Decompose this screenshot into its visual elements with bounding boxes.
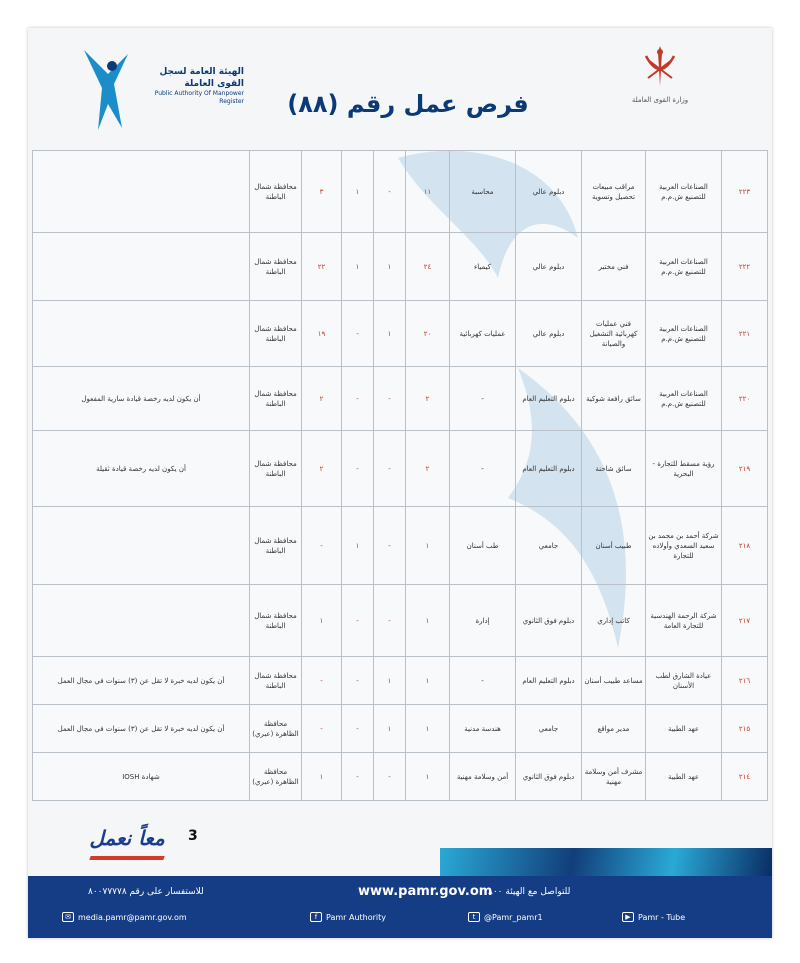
governorate-cell: محافظة شمال الباطنة <box>250 657 302 705</box>
authority-name-english: Public Authority Of Manpower Register <box>154 90 244 105</box>
job-title-cell: فني مختبر <box>582 233 646 301</box>
qualification-cell: دبلوم عالي <box>516 151 582 233</box>
table-row <box>33 657 768 705</box>
table-row <box>33 507 768 585</box>
count-cell: ١ <box>374 301 406 367</box>
notes-cell <box>33 585 250 657</box>
brand-underline <box>89 856 164 860</box>
count-cell: ٢ <box>302 367 342 431</box>
specialization-cell: إدارة <box>450 585 516 657</box>
governorate-cell: محافظة شمال الباطنة <box>250 301 302 367</box>
footer-contact-row <box>28 884 772 904</box>
employer-cell: الصناعات العربية للتصنيع ش.م.م <box>646 301 722 367</box>
footer-website-link[interactable]: www.pamr.gov.om <box>358 884 493 899</box>
total-count-cell: ١ <box>406 585 450 657</box>
together-we-work-logo <box>84 818 170 868</box>
total-count-cell: ١ <box>406 657 450 705</box>
row-id-cell: ٢١٥ <box>722 705 768 753</box>
row-id-cell: ٢١٦ <box>722 657 768 705</box>
job-title-cell: كاتب إداري <box>582 585 646 657</box>
count-cell: - <box>302 705 342 753</box>
count-cell: ١ <box>302 585 342 657</box>
notes-cell: أن يكون لديه خبرة لا تقل عن (٣) سنوات في مجال العمل <box>33 705 250 753</box>
row-id-cell: ٢٢١ <box>722 301 768 367</box>
total-count-cell: ١ <box>406 507 450 585</box>
qualification-cell: دبلوم عالي <box>516 301 582 367</box>
decorative-stripe <box>440 848 772 876</box>
qualification-cell: جامعي <box>516 507 582 585</box>
notes-cell <box>33 507 250 585</box>
footer-youtube[interactable] <box>622 912 685 922</box>
count-cell: - <box>342 585 374 657</box>
count-cell: - <box>342 705 374 753</box>
employer-cell: عهد الطبية <box>646 753 722 801</box>
page-number: 3 <box>188 828 198 844</box>
count-cell: - <box>342 301 374 367</box>
count-cell: ٢ <box>302 431 342 507</box>
governorate-cell: محافظة شمال الباطنة <box>250 233 302 301</box>
specialization-cell: طب أسنان <box>450 507 516 585</box>
total-count-cell: ٢٠ <box>406 301 450 367</box>
count-cell: - <box>374 431 406 507</box>
job-title-cell: مشرف أمن وسلامة مهنية <box>582 753 646 801</box>
count-cell: ١ <box>342 507 374 585</box>
count-cell: ١ <box>374 705 406 753</box>
youtube-icon: ▶ <box>622 912 634 922</box>
count-cell: ١٩ <box>302 301 342 367</box>
table-row <box>33 367 768 431</box>
footer-phone: للاستفسار على رقم ٨٠٠٧٧٧٧٨ <box>88 887 204 897</box>
notes-cell: شهادة IOSH <box>33 753 250 801</box>
twitter-icon: t <box>468 912 480 922</box>
job-title-cell: طبيب أسنان <box>582 507 646 585</box>
footer-contact-label: للتواصل مع الهيئة ٨٠٠ <box>488 887 571 897</box>
email-icon: ✉ <box>62 912 74 922</box>
specialization-cell: عمليات كهربائية <box>450 301 516 367</box>
total-count-cell: ٢ <box>406 431 450 507</box>
qualification-cell: دبلوم التعليم العام <box>516 367 582 431</box>
notes-cell <box>33 233 250 301</box>
governorate-cell: محافظة شمال الباطنة <box>250 431 302 507</box>
count-cell: - <box>342 367 374 431</box>
specialization-cell: هندسة مدنية <box>450 705 516 753</box>
count-cell: - <box>374 151 406 233</box>
count-cell: - <box>342 753 374 801</box>
oman-emblem-icon <box>640 42 680 92</box>
page-title: فرص عمل رقم (٨٨) <box>287 90 529 118</box>
job-openings-table <box>32 150 767 802</box>
count-cell: - <box>302 657 342 705</box>
qualification-cell: جامعي <box>516 705 582 753</box>
count-cell: - <box>374 753 406 801</box>
governorate-cell: محافظة شمال الباطنة <box>250 585 302 657</box>
row-id-cell: ٢٢٢ <box>722 233 768 301</box>
notes-cell: أن يكون لديه رخصة قيادة سارية المفعول <box>33 367 250 431</box>
count-cell: - <box>302 507 342 585</box>
qualification-cell: دبلوم فوق الثانوي <box>516 753 582 801</box>
footer-email-text: media.pamr@pamr.gov.om <box>78 912 187 922</box>
job-title-cell: سائق شاحنة <box>582 431 646 507</box>
authority-name-arabic: الهيئة العامة لسجل القوى العاملة <box>159 67 244 89</box>
row-id-cell: ٢٢٠ <box>722 367 768 431</box>
table-row <box>33 301 768 367</box>
specialization-cell: - <box>450 367 516 431</box>
governorate-cell: محافظة شمال الباطنة <box>250 507 302 585</box>
notes-cell <box>33 301 250 367</box>
page-footer <box>28 876 772 938</box>
employer-cell: رؤية مسقط للتجارة - البحرية <box>646 431 722 507</box>
count-cell: - <box>374 507 406 585</box>
table-body <box>33 151 768 801</box>
specialization-cell: كيمياء <box>450 233 516 301</box>
employer-cell: شركة الرحمة الهندسية للتجارة العامة <box>646 585 722 657</box>
count-cell: - <box>342 431 374 507</box>
specialization-cell: محاسبة <box>450 151 516 233</box>
row-id-cell: ٢١٩ <box>722 431 768 507</box>
specialization-cell: - <box>450 431 516 507</box>
governorate-cell: محافظة الظاهرة (عبري) <box>250 753 302 801</box>
table-row <box>33 585 768 657</box>
employer-cell: الصناعات العربية للتصنيع ش.م.م <box>646 151 722 233</box>
authority-name <box>134 66 244 106</box>
count-cell: - <box>374 585 406 657</box>
count-cell: ٣ <box>302 151 342 233</box>
total-count-cell: ٢٤ <box>406 233 450 301</box>
notes-cell: أن يكون لديه رخصة قيادة ثقيلة <box>33 431 250 507</box>
row-id-cell: ٢١٤ <box>722 753 768 801</box>
employer-cell: عيادة الشارق لطب الأسنان <box>646 657 722 705</box>
footer-email[interactable] <box>62 912 187 922</box>
governorate-cell: محافظة شمال الباطنة <box>250 367 302 431</box>
count-cell: ١ <box>374 233 406 301</box>
governorate-cell: محافظة شمال الباطنة <box>250 151 302 233</box>
employer-cell: شركة أحمد بن محمد بن سعيد السعدي وأولاده للتجارة <box>646 507 722 585</box>
employer-cell: الصناعات العربية للتصنيع ش.م.م <box>646 367 722 431</box>
facebook-icon: f <box>310 912 322 922</box>
specialization-cell: أمن وسلامة مهنية <box>450 753 516 801</box>
notes-cell: أن يكون لديه خبرة لا تقل عن (٣) سنوات في مجال العمل <box>33 657 250 705</box>
row-id-cell: ٢١٨ <box>722 507 768 585</box>
ministry-logo <box>620 42 700 142</box>
table-row <box>33 151 768 233</box>
row-id-cell: ٢١٧ <box>722 585 768 657</box>
count-cell: ١ <box>302 753 342 801</box>
employer-cell: الصناعات العربية للتصنيع ش.م.م <box>646 233 722 301</box>
job-title-cell: فني عمليات كهربائية التشغيل والصيانة <box>582 301 646 367</box>
count-cell: ١ <box>374 657 406 705</box>
governorate-cell: محافظة الظاهرة (عبري) <box>250 705 302 753</box>
job-title-cell: مدير مواقع <box>582 705 646 753</box>
job-title-cell: مساعد طبيب أسنان <box>582 657 646 705</box>
table-row <box>33 753 768 801</box>
qualification-cell: دبلوم عالي <box>516 233 582 301</box>
job-title-cell: مراقب مبيعات تحصيل وتسوية <box>582 151 646 233</box>
page-header <box>28 28 772 152</box>
count-cell: - <box>374 367 406 431</box>
table-row <box>33 431 768 507</box>
document-page <box>28 28 772 938</box>
footer-social-row <box>28 912 772 930</box>
total-count-cell: ١ <box>406 705 450 753</box>
footer-twitter-text: @Pamr_pamr1 <box>484 912 543 922</box>
footer-facebook-text: Pamr Authority <box>326 912 387 922</box>
brand-text: معاً نعمل <box>89 826 165 850</box>
table-row <box>33 705 768 753</box>
qualification-cell: دبلوم فوق الثانوي <box>516 585 582 657</box>
specialization-cell: - <box>450 657 516 705</box>
total-count-cell: ٢ <box>406 367 450 431</box>
ministry-name: وزارة القوى العاملة <box>631 96 689 104</box>
public-authority-logo <box>78 38 248 138</box>
qualification-cell: دبلوم التعليم العام <box>516 431 582 507</box>
footer-youtube-text: Pamr - Tube <box>638 912 686 922</box>
count-cell: ٢٢ <box>302 233 342 301</box>
total-count-cell: ١١ <box>406 151 450 233</box>
employer-cell: عهد الطبية <box>646 705 722 753</box>
total-count-cell: ١ <box>406 753 450 801</box>
count-cell: ١ <box>342 151 374 233</box>
job-title-cell: سائق رافعة شوكية <box>582 367 646 431</box>
footer-facebook[interactable] <box>310 912 386 922</box>
qualification-cell: دبلوم التعليم العام <box>516 657 582 705</box>
count-cell: ١ <box>342 233 374 301</box>
footer-twitter[interactable] <box>468 912 543 922</box>
row-id-cell: ٢٢٣ <box>722 151 768 233</box>
bird-figure-icon <box>78 44 132 134</box>
count-cell: - <box>342 657 374 705</box>
notes-cell <box>33 151 250 233</box>
table-row <box>33 233 768 301</box>
